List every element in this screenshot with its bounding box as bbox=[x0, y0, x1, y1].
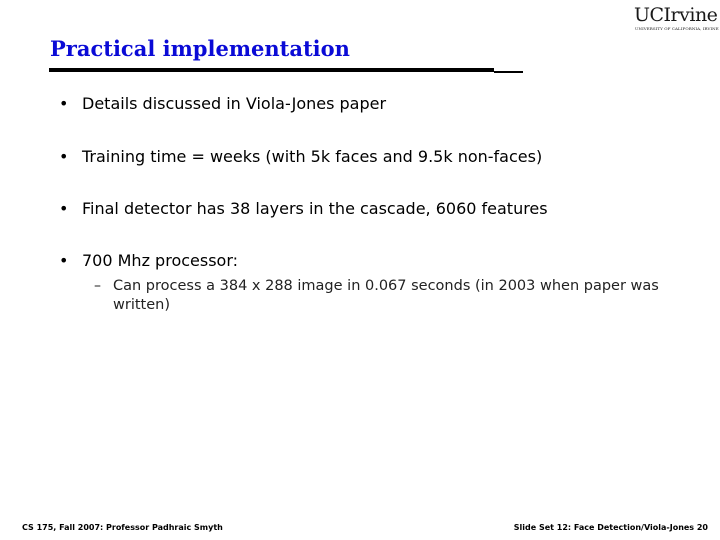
bullet-text: 700 Mhz processor: bbox=[82, 251, 239, 270]
title-underline bbox=[49, 68, 494, 72]
bullet-text: Training time = weeks (with 5k faces and 9.5k non-faces) bbox=[82, 147, 543, 166]
ucirvine-logo bbox=[634, 4, 719, 34]
title-underline-tail bbox=[494, 71, 523, 73]
sub-bullet-marker: – bbox=[94, 278, 101, 294]
bullet-text: Final detector has 38 layers in the cascade, 6060 features bbox=[82, 199, 548, 218]
footer-slide-number: Slide Set 12: Face Detection/Viola-Jones 20 bbox=[513, 523, 708, 532]
bullet-marker: • bbox=[59, 199, 69, 218]
bullet-marker: • bbox=[59, 94, 69, 113]
logo-subtitle: UNIVERSITY OF CALIFORNIA, IRVINE bbox=[635, 26, 719, 31]
sub-bullet-text: Can process a 384 x 288 image in 0.067 seconds (in 2003 when paper was written) bbox=[113, 278, 659, 313]
bullet-text: Details discussed in Viola-Jones paper bbox=[82, 94, 387, 113]
bullet-marker: • bbox=[59, 147, 69, 166]
footer-course: CS 175, Fall 2007: Professor Padhraic Smyth bbox=[22, 523, 223, 532]
bullet-marker: • bbox=[59, 251, 69, 270]
logo-wordmark: UCIrvine bbox=[634, 4, 718, 26]
slide-title: Practical implementation bbox=[50, 36, 350, 61]
